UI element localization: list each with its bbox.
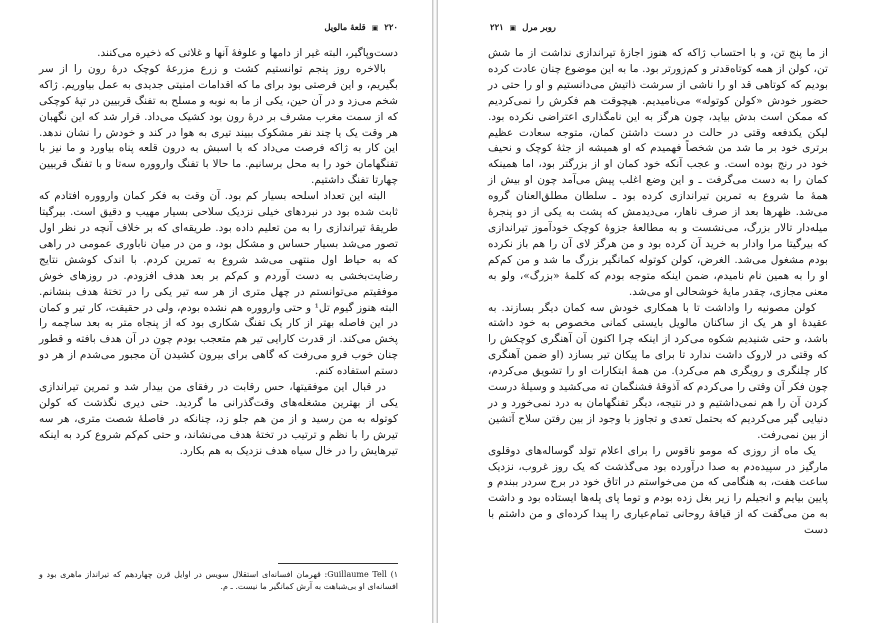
footnote: ۱) Guillaume Tell: قهرمان افسانه‌ای استقلال سویس در اوایل قرن چهاردهم که تیرانداز ماهری بود و افسانه‌ای او بی‌شباهت به آرش کمانگیر ما نیست. ـ م.	[39, 570, 399, 591]
right-page-body	[488, 46, 828, 539]
paragraph: کولن مصونیه را واداشت تا با همکاری خودش سه کمان دیگر بسازند. به عقیدهٔ او هر یک از ساکنان مالویل بایستی کمانی مخصوص به خود داشته باشد، و حتی شنیدیم شکوه می‌کرد از اینکه چرا اکنون آن آهنگری کوچکش را که وقتی در لاروک داشت ندارد تا برای ما پیکان تیر بسازد (او ضمن آهنگری کار چلنگری و رویگری هم می‌کرد). من همهٔ ابتکارات او را تشویق می‌کردم، چون فکر آن وقتی را می‌کردم که آذوقهٔ فشنگمان ته می‌کشید و وسیلهٔ درست کردن آن را هم نمی‌داشتیم و در نتیجه، دیگر تفنگهامان به درد نمی‌خورد و در دنیایی گیر می‌کردیم که بحتمل تعدی و تجاوز با وجود از بین رفتن سلاح آتشین از بین نمی‌رفت.	[488, 301, 828, 441]
footnote-divider	[278, 563, 398, 564]
separator-icon: ▣	[371, 23, 379, 32]
running-title: روبر مرل	[522, 23, 556, 33]
right-page-header	[438, 23, 872, 35]
left-page-body	[39, 46, 398, 460]
paragraph: البته این تعداد اسلحه بسیار کم بود. آن وقت به فکر کمان وارووره افتادم که ثابت شده بود در نبردهای خیلی نزدیک سلاحی بسیار مهیب و دقیق است. بیرگیتا طریقهٔ تیراندازی را به من تعلیم داده بود. طریقه‌ای که بر خلاف آنچه در نظر اول تصور می‌شد بسیار حساس و مشکل بود، و من در میان ناباوری عمومی در راهی که به حیاط اول منتهی می‌شد شروع به تمرین کردم. با اندک کوشش نتایج رضایت‌بخشی به دست آوردم و کم‌کم بر بعد هدف افزودم. در روزهای خوش موفقیتم می‌توانستم در چهل متری از هر سه تیر یکی را در تختهٔ هدف بنشانم. البته هنوز گیوم تل¹ و حتی وارووره هم نشده بودم، ولی در حقیقت، کار تیر و کمان در این فاصله بهتر از کار یک تفنگ شکاری بود که از پنجاه متر به بعد ساچمه را پخش می‌کند. از قدرت کارایی تیر هم متعجب بودم چون در آن هدف بافته و قطور چنان خوب فرو می‌رفت که گاهی برای بیرون کشیدن آن مجبور می‌شدم از هر دو دستم استفاده کنم.	[39, 190, 398, 378]
left-page	[0, 0, 434, 623]
left-page-header	[0, 23, 434, 35]
separator-icon: ▣	[509, 23, 517, 32]
paragraph: یک ماه از روزی که مومو ناقوس را برای اعلام تولد گوساله‌های دوقلوی مارگیز در سپیده‌دم به صدا درآورده بود می‌گذشت که یک روز غروب، نزدیک ساعت هفت، به هنگامی که من می‌خواستم در اتاق خود در برج سردر ببندم و پایین بیایم و انجیلم را زیر بغل زده بودم و توما پای پله‌ها ایستاده بود و داشت به من می‌گفت که از قیافهٔ روحانی تمام‌عیاری را پیدا کرده‌ای و من داشتم با دست	[488, 444, 828, 537]
page-number: ۲۲۰	[384, 23, 398, 33]
right-page	[438, 0, 872, 623]
paragraph: بالاخره روز پنجم توانستیم کشت و زرع مزرعهٔ کوچک درهٔ رون را از سر بگیریم، و این فرصتی بود برای ما که اقدامات امنیتی جدیدی به عمل بیاوریم. ژاکه شخم می‌زد و در آن حین، یکی از ما به نوبه و مسلح به تفنگ قربیین در تپهٔ کوچکی که از سمت مغرب مشرف بر درهٔ رون بود کشیک می‌داد. قرار شد که این نگهبان هر وقت یک یا چند نفر مشکوک ببیند تیری به هوا در کند و خودش را نشان ندهد. این کار به ژاکه فرصت می‌داد که با اسبش به درون قلعه پناه بیاورد و ما نیز با تفنگهامان خود را به محل برسانیم. ما حالا با تفنگ وارووره سه‌تا و با تفنگ قربیین چهارتا تفنگ داشتیم.	[39, 62, 398, 187]
paragraph: از ما پنج تن، و با احتساب ژاکه که هنوز اجازهٔ تیراندازی نداشت از ما شش تن، کولن از همه کوتاه‌قدتر و کم‌زورتر بود. ما به این موضوع چنان عادت کرده بودیم که کوتاهی قد او را ناشی از سرشت ذاتیش می‌دانستیم و او را حتی در حضور خودش «کولن کوتوله» می‌نامیدیم. هیچوقت هم فکرش را نمی‌کردیم که ممکن است بدش بیاید، چون هرگز به این نامگذاری اعتراضی نکرده بود. لیکن یکدفعه وقتی در حالت در دست داشتن کمان، متوجه سعادت عظیم برتری خود بر ما شد من شخصاً فهمیدم که او همیشه از جثهٔ کوچک و نحیف خود در رنج بوده است. و عجب آنکه خود کمان او از بزرگتر بود، اما همینکه کمان را به دست می‌گرفت ـ و این وضع اغلب پیش می‌آمد چون او بیش از همهٔ ما شروع به تمرین تیراندازی کرده بود ـ سلطان مطلق‌العنان گروه می‌شد. ظهرها بعد از صرف ناهار، می‌دیدمش که پشت به یکی از دو پنجرهٔ میله‌دار تالار بزرگ، می‌نشست و به مطالعهٔ جزوهٔ کوچک خودآموز تیراندازی که بیرگیتا مرا وادار به خرید آن کرده بود و من هرگز لای آن را هم باز نکرده بودم مشغول می‌شد. الغرض، کولن کوتوله کمانگیر بزرگ ما شد و من کم‌کم او را به همین نام نامیدم، ضمن اینکه متوجه بودم که کلمهٔ «بزرگ»، ولو به معنی مجازی، چقدر مایهٔ خوشحالی او می‌شد.	[488, 47, 828, 298]
running-title: قلعهٔ مالویل	[324, 23, 366, 33]
page-number: ۲۲۱	[490, 23, 504, 33]
paragraph: دست‌وپاگیر، البته غیر از دامها و علوفهٔ آنها و غلاتی که ذخیره می‌کنند.	[97, 47, 398, 59]
paragraph: در قبال این موفقیتها، حس رقابت در رفقای من بیدار شد و تمرین تیراندازی یکی از بهترین مشغله‌های وقت‌گذرانی ما گردید. حتی دیری نگذشت که کولن کوتوله به من رسید و از من هم جلو زد، چنانکه در فاصلهٔ شصت متری، هر سه تیرش را با نظم و ترتیب در تختهٔ هدف می‌نشاند، و حتی کم‌کم شروع کرد به اینکه تیرهایش را در خال سیاه هدف نزدیک به هم بکارد.	[39, 381, 398, 457]
